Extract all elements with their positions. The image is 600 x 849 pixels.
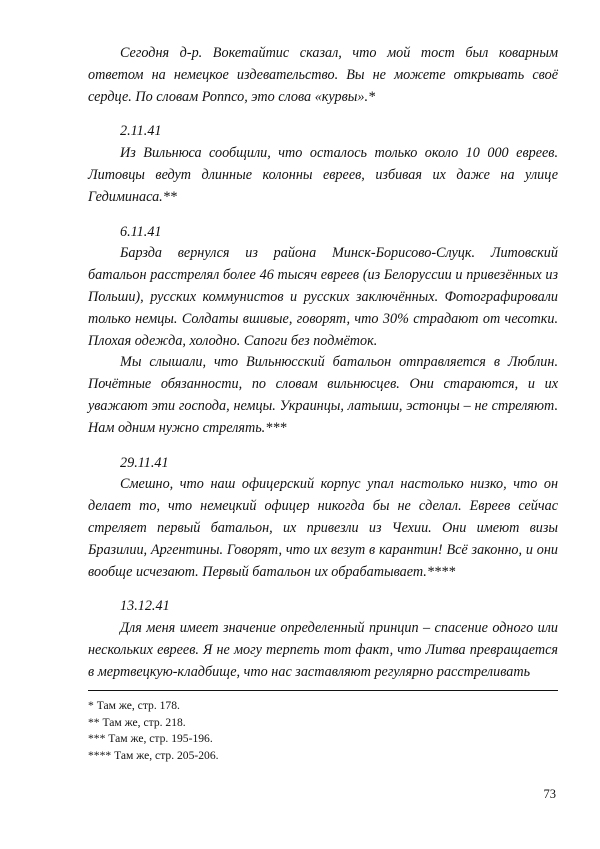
diary-entry-29-11-41	[88, 453, 558, 584]
entry-date: 2.11.41	[120, 123, 162, 140]
footnotes	[88, 698, 558, 764]
entry-date: 6.11.41	[120, 223, 162, 240]
footnote-divider	[88, 690, 558, 691]
footnote: **** Там же, стр. 205-206.	[88, 748, 219, 762]
intro-paragraph: Сегодня д-р. Вокетайтис сказал, что мой тост был коварным ответом на немецкое издевательство. Вы не можете открывать своё сердце. По словам Роппсо, это слова «курвы».*	[88, 45, 558, 105]
entry-paragraph: Мы слышали, что Вильнюсский батальон отправляется в Люблин. Почётные обязанности, по словам вильнюсцев. Они стараются, и их уважают эти господа, немцы. Украинцы, латыши, эстонцы – не стреляют. Нам одним нужно стрелять.***	[88, 354, 558, 436]
intro-entry	[88, 43, 558, 108]
entry-date: 13.12.41	[120, 598, 170, 615]
entry-paragraph: Барзда вернулся из района Минск-Борисово-Слуцк. Литовский батальон расстрелял более 46 тысяч евреев (из Белоруссии и привезённых из Польши), русских коммунистов и русских заключённых. Фотографировали только немцы. Солдаты вшивые, говорят, что 30% страдают от чесотки. Плохая одежда, холодно. Сапоги без подмёток.	[88, 245, 558, 349]
footnote: * Там же, стр. 178.	[88, 699, 180, 712]
page-number: 73	[543, 787, 556, 801]
entry-date: 29.11.41	[120, 454, 169, 471]
body-text	[88, 43, 558, 697]
diary-entry-6-11-41	[88, 222, 558, 440]
footnote: *** Там же, стр. 195-196.	[88, 732, 213, 745]
diary-entry-13-12-41	[88, 596, 558, 683]
footnote: ** Там же, стр. 218.	[88, 715, 186, 729]
entry-paragraph: Из Вильнюса сообщили, что осталось только около 10 000 евреев. Литовцы ведут длинные колонны евреев, избивая их даже на улице Гедиминаса.**	[88, 145, 558, 205]
entry-paragraph: Для меня имеет значение определенный принцип – спасение одного или нескольких евреев. Я не могу терпеть тот факт, что Литва превращается в мертвецкую-кладбище, что нас заставляют регулярно расстреливать	[88, 620, 558, 680]
diary-entry-2-11-41	[88, 121, 558, 208]
entry-paragraph: Смешно, что наш офицерский корпус упал настолько низко, что он делает то, что немецкий офицер никогда бы не сделал. Евреев сейчас стреляет первый батальон, их привезли из Чехии. Они имеют визы Бразилии, Аргентины. Говорят, что их везут в карантин! Всё законно, и они вообще исчезают. Первый батальон их обрабатывает.****	[88, 476, 558, 580]
